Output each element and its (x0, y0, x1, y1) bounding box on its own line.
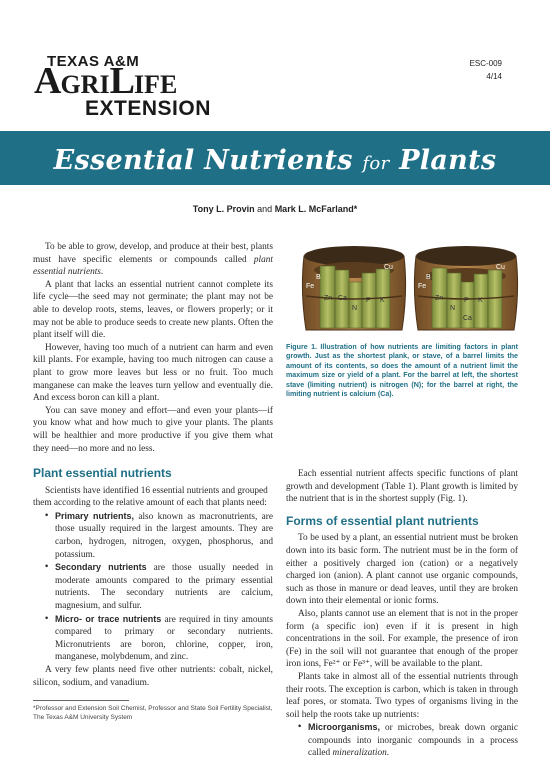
footnote: *Professor and Extension Soil Chemist, Professor and State Soil Fertility Specialist, The Texas A&M University System (33, 705, 273, 721)
section-heading: Forms of essential plant nutrients (286, 513, 479, 528)
list-item: • Primary nutrients, also known as macronutrients, are those usually required in the largest amounts. They are carbon, hydrogen, nitrogen, oxygen, phosphorus, and potassium. (45, 510, 273, 561)
paragraph: A plant that lacks an essential nutrient cannot complete its life cycle—the seed may not germinate; the plant may not be able to develop roots, stems, leaves, or flowers properly; or it may not be able to produce seeds to create new plants. Often the plant itself will die. (33, 279, 273, 341)
authors: Tony L. Provin and Mark L. McFarland* (192, 204, 358, 214)
barrel-label: Ca (463, 315, 472, 322)
section-heading: Plant essential nutrients (33, 466, 172, 481)
document-number (470, 57, 502, 83)
barrel-label: K (380, 297, 385, 304)
barrel-label: Fe (306, 283, 315, 290)
right-column (286, 468, 518, 760)
logo-extension: EXTENSION (85, 97, 211, 120)
barrel-label: Cu (384, 264, 393, 271)
barrel-label: Cu (496, 264, 505, 271)
barrel-label: Ca (338, 295, 347, 302)
barrel-label: Fe (418, 283, 427, 290)
doc-date: 4/14 (486, 72, 502, 81)
doc-code: ESC-009 (469, 59, 502, 68)
list-item: • Micro- or trace nutrients are required in tiny amounts compared to primary or secondary nutrients. Micronutrients are boron, chlorine, copper, iron, manganese, molybdenum, and zinc. (45, 613, 273, 664)
barrel-label: P (464, 297, 469, 304)
document-title: Essential Nutrients for Plants (53, 145, 497, 176)
logo-agrilife: AGRILIFE (34, 60, 178, 102)
barrel-figure (298, 236, 522, 336)
figure-caption: Figure 1. Illustration of how nutrients are limiting factors in plant growth. Just as the shortest plank, or stave, of a barrel limits the amount of its contents, so does the amount of a nutrient limit the maximum size or yield of a plant. For the barrel at left, the shortest stave (limiting nutrient) is nitrogen (N); for the barrel at right, the limiting nutrient is calcium (Ca). (286, 343, 518, 399)
footnote-divider (33, 700, 129, 701)
barrel-label: K (478, 297, 483, 304)
list-item: • Secondary nutrients are those usually needed in moderate amounts compared to the primary essential nutrients. The secondary nutrients are calcium, magnesium, and sulfur. (45, 561, 273, 612)
paragraph: To be used by a plant, an essential nutrient must be broken down into its basic form. The nutrient must be in the form of either a positively charged ion (cation) or a negatively charged ion (anion). A plant cannot use organic compounds, such as those in manure or dead leaves, until they are broken down into their elemental or ionic forms. (286, 533, 518, 607)
barrel-label: N (352, 305, 358, 312)
left-column (33, 241, 273, 689)
right-barrel (414, 246, 517, 330)
left-barrel (302, 246, 405, 330)
paragraph: Plants take in almost all of the essential nutrients through their roots. The exception is carbon, which is taken in through leaf pores, or stomata. Two types of organisms living in the soil help the roots take up nutrients: (286, 671, 518, 720)
list-item: • Microorganisms, or microbes, break down organic compounds into inorganic compounds in a process called mineralization. (298, 721, 518, 760)
barrel-label: P (366, 297, 371, 304)
barrel-label: Zn (324, 295, 333, 302)
nutrient-list (33, 510, 273, 664)
paragraph: A very few plants need five other nutrients: cobalt, nickel, silicon, sodium, and vanadium. (33, 665, 273, 688)
barrel-label: Zn (435, 295, 444, 302)
organism-list (286, 721, 518, 760)
paragraph: Also, plants cannot use an element that is not in the proper form (a specific ion) even if it is present in high concentrations in the soil. For example, the presence of iron (Fe) in the soil will not guarantee that enough of the proper iron ions, Fe²⁺ or Fe³⁺, will be available to the plant. (286, 608, 518, 670)
paragraph: However, having too much of a nutrient can harm and even kill plants. For example, having too much nitrogen can cause a plant to grow more leaves but less or no fruit. Too much manganese can make the leaves turn yellow and eventually die. And excess boron can kill a plant. (33, 342, 273, 404)
barrel-label: B (426, 274, 431, 281)
paragraph: Each essential nutrient affects specific functions of plant growth and development (Table 1). Plant growth is limited by the nutrient that is in the shortest supply (Fig. 1). (286, 469, 518, 505)
logo-texas-am: TEXAS A&M (47, 53, 140, 70)
paragraph: Scientists have identified 16 essential nutrients and grouped them according to the relative amount of each that plants need: (33, 485, 268, 509)
intro-paragraph: To be able to grow, develop, and produce at their best, plants must have specific elements or compounds called plant essential nutrients. (33, 242, 273, 278)
paragraph: You can save money and effort—and even your plants—if you know what and how much to give your plants. The plants will be healthier and more productive if you give them what they need—no more and no less. (33, 405, 273, 454)
barrel-label: N (450, 305, 456, 312)
barrel-label: B (316, 274, 321, 281)
